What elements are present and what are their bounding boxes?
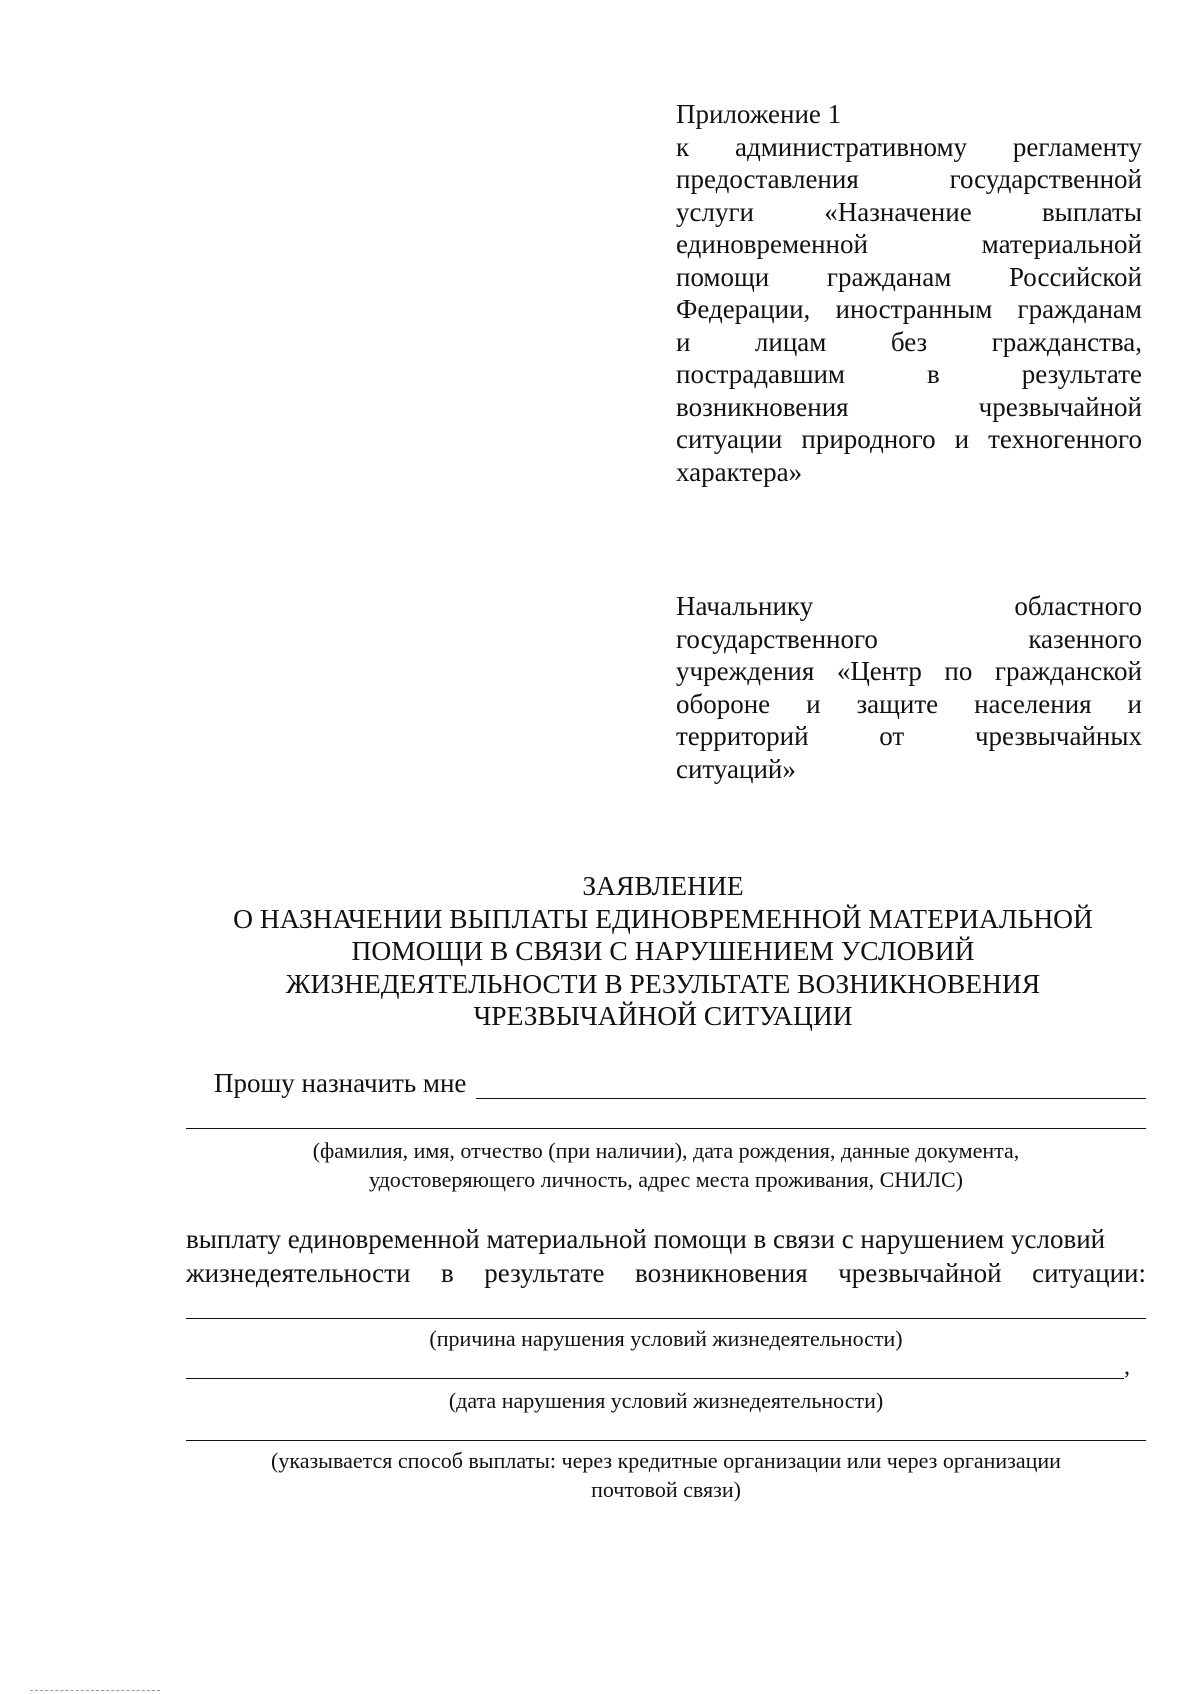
date-caption: [186, 1386, 1146, 1415]
appendix-word: характера»: [676, 456, 803, 487]
addressee-word: обороне: [676, 688, 771, 719]
addressee-line: [676, 655, 1142, 688]
appendix-line: [676, 228, 1142, 261]
addressee-word: населения: [974, 688, 1092, 719]
appendix-word: пострадавшим: [676, 359, 846, 389]
payment-word: жизнедеятельности: [186, 1258, 411, 1288]
appendix-word: лицам: [754, 326, 827, 357]
addressee-word: учреждения: [676, 656, 815, 686]
addressee-line: [676, 753, 1142, 786]
caption-line: (дата нарушения условий жизнедеятельности): [448, 1388, 884, 1413]
addressee-word: по: [944, 656, 973, 686]
addressee-line: [676, 590, 1142, 623]
appendix-line: [676, 358, 1142, 391]
appendix-word: помощи: [676, 261, 770, 292]
appendix-word: Российской: [1008, 261, 1142, 292]
payment-text-span: выплату единовременной материальной помощи в связи с нарушением условий: [186, 1224, 1106, 1254]
caption-line: (указывается способ выплаты: через кредитные организации или через организации: [271, 1448, 1061, 1473]
caption-line: удостоверяющего личность, адрес места проживания, СНИЛС): [368, 1167, 964, 1192]
appendix-word: и: [676, 326, 691, 357]
request-row: [214, 1068, 1146, 1099]
title-line: ПОМОЩИ В СВЯЗИ С НАРУШЕНИЕМ УСЛОВИЙ: [351, 935, 975, 966]
appendix-line: [676, 456, 1142, 489]
payment-text: [186, 1222, 1146, 1290]
appendix-line: [676, 293, 1142, 326]
payment-word: результате: [484, 1258, 605, 1288]
appendix-line: [676, 423, 1142, 456]
appendix-word: гражданам: [826, 261, 952, 292]
addressee-word: «Центр: [836, 656, 922, 686]
caption-line: (фамилия, имя, отчество (при наличии), дата рождения, данные документа,: [312, 1138, 1020, 1163]
appendix-word: без: [890, 326, 928, 357]
appendix-line: [676, 98, 1142, 131]
addressee-word: областного: [1014, 591, 1142, 621]
payment-word: ситуации:: [1032, 1258, 1146, 1288]
title-line: ЗАЯВЛЕНИЕ: [582, 870, 744, 901]
appendix-word: регламенту: [1012, 131, 1142, 162]
request-label: Прошу назначить мне: [214, 1068, 467, 1098]
caption-line: (причина нарушения условий жизнедеятельности): [429, 1326, 903, 1351]
appendix-word: возникновения: [676, 391, 849, 422]
appendix-word: к: [676, 131, 690, 162]
comma: ,: [1124, 1354, 1130, 1380]
addressee-word: ситуаций»: [676, 753, 796, 784]
addressee-line: [676, 623, 1142, 656]
appendix-line: [676, 196, 1142, 229]
appendix-word: предоставления: [676, 164, 859, 194]
applicant-blank-line-2[interactable]: [186, 1128, 1146, 1129]
addressee-word: чрезвычайных: [974, 721, 1142, 751]
addressee-word: Начальнику: [676, 591, 814, 621]
appendix-word: государственной: [949, 164, 1142, 194]
payment-method-blank-line[interactable]: [186, 1440, 1146, 1441]
addressee-word: защите: [856, 688, 939, 719]
appendix-word: материальной: [981, 229, 1142, 259]
appendix-word: техногенного: [988, 424, 1142, 454]
addressee-word: и: [1127, 688, 1142, 719]
title-line: О НАЗНАЧЕНИИ ВЫПЛАТЫ ЕДИНОВРЕМЕННОЙ МАТЕРИАЛЬНОЙ: [233, 902, 1093, 934]
appendix-word: выплаты: [1041, 196, 1142, 227]
title-line: ЖИЗНЕДЕЯТЕЛЬНОСТИ В РЕЗУЛЬТАТЕ ВОЗНИКНОВЕНИЯ: [285, 967, 1041, 999]
appendix-line: [676, 261, 1142, 294]
appendix-word: ситуации: [676, 424, 783, 454]
payment-text-line-1: [186, 1222, 1146, 1256]
applicant-blank-line-1[interactable]: [476, 1070, 1146, 1099]
appendix-word: «Назначение: [824, 196, 972, 227]
appendix-word: чрезвычайной: [978, 391, 1142, 422]
appendix-word: гражданам: [1017, 294, 1142, 324]
appendix-word: Приложение 1: [676, 99, 842, 129]
addressee-word: территорий: [676, 721, 809, 751]
applicant-caption: [186, 1136, 1146, 1194]
appendix-line: [676, 391, 1142, 424]
appendix-word: Федерации,: [676, 294, 811, 324]
addressee-block: [676, 590, 1142, 785]
addressee-word: и: [806, 688, 821, 719]
appendix-line: [676, 163, 1142, 196]
addressee-word: от: [879, 721, 905, 751]
reason-caption: [186, 1324, 1146, 1353]
appendix-word: единовременной: [676, 229, 868, 259]
document-title: [180, 870, 1146, 1033]
date-blank-line[interactable]: [186, 1378, 1124, 1379]
appendix-word: в: [927, 359, 940, 389]
caption-line: почтовой связи): [591, 1477, 741, 1502]
appendix-line: [676, 131, 1142, 164]
appendix-word: природного: [801, 424, 936, 454]
payment-word: чрезвычайной: [838, 1258, 1002, 1288]
addressee-word: государственного: [676, 623, 878, 654]
appendix-header: [676, 98, 1142, 488]
appendix-line: [676, 326, 1142, 359]
addressee-word: казенного: [1028, 623, 1142, 654]
title-line: ЧРЕЗВЫЧАЙНОЙ СИТУАЦИИ: [473, 1000, 853, 1031]
appendix-word: и: [954, 424, 970, 454]
appendix-word: иностранным: [835, 294, 993, 324]
addressee-line: [676, 720, 1142, 753]
appendix-word: гражданства,: [991, 326, 1142, 357]
scan-artifact: [30, 1690, 160, 1691]
payment-method-caption: [186, 1446, 1146, 1504]
appendix-word: результате: [1021, 359, 1142, 389]
payment-word: возникновения: [635, 1258, 808, 1288]
payment-text-line-2: [186, 1256, 1146, 1290]
payment-word: в: [440, 1258, 454, 1288]
appendix-word: административному: [734, 131, 968, 162]
addressee-line: [676, 688, 1142, 721]
appendix-word: услуги: [676, 196, 754, 227]
reason-blank-line[interactable]: [186, 1318, 1146, 1319]
addressee-word: гражданской: [994, 656, 1142, 686]
